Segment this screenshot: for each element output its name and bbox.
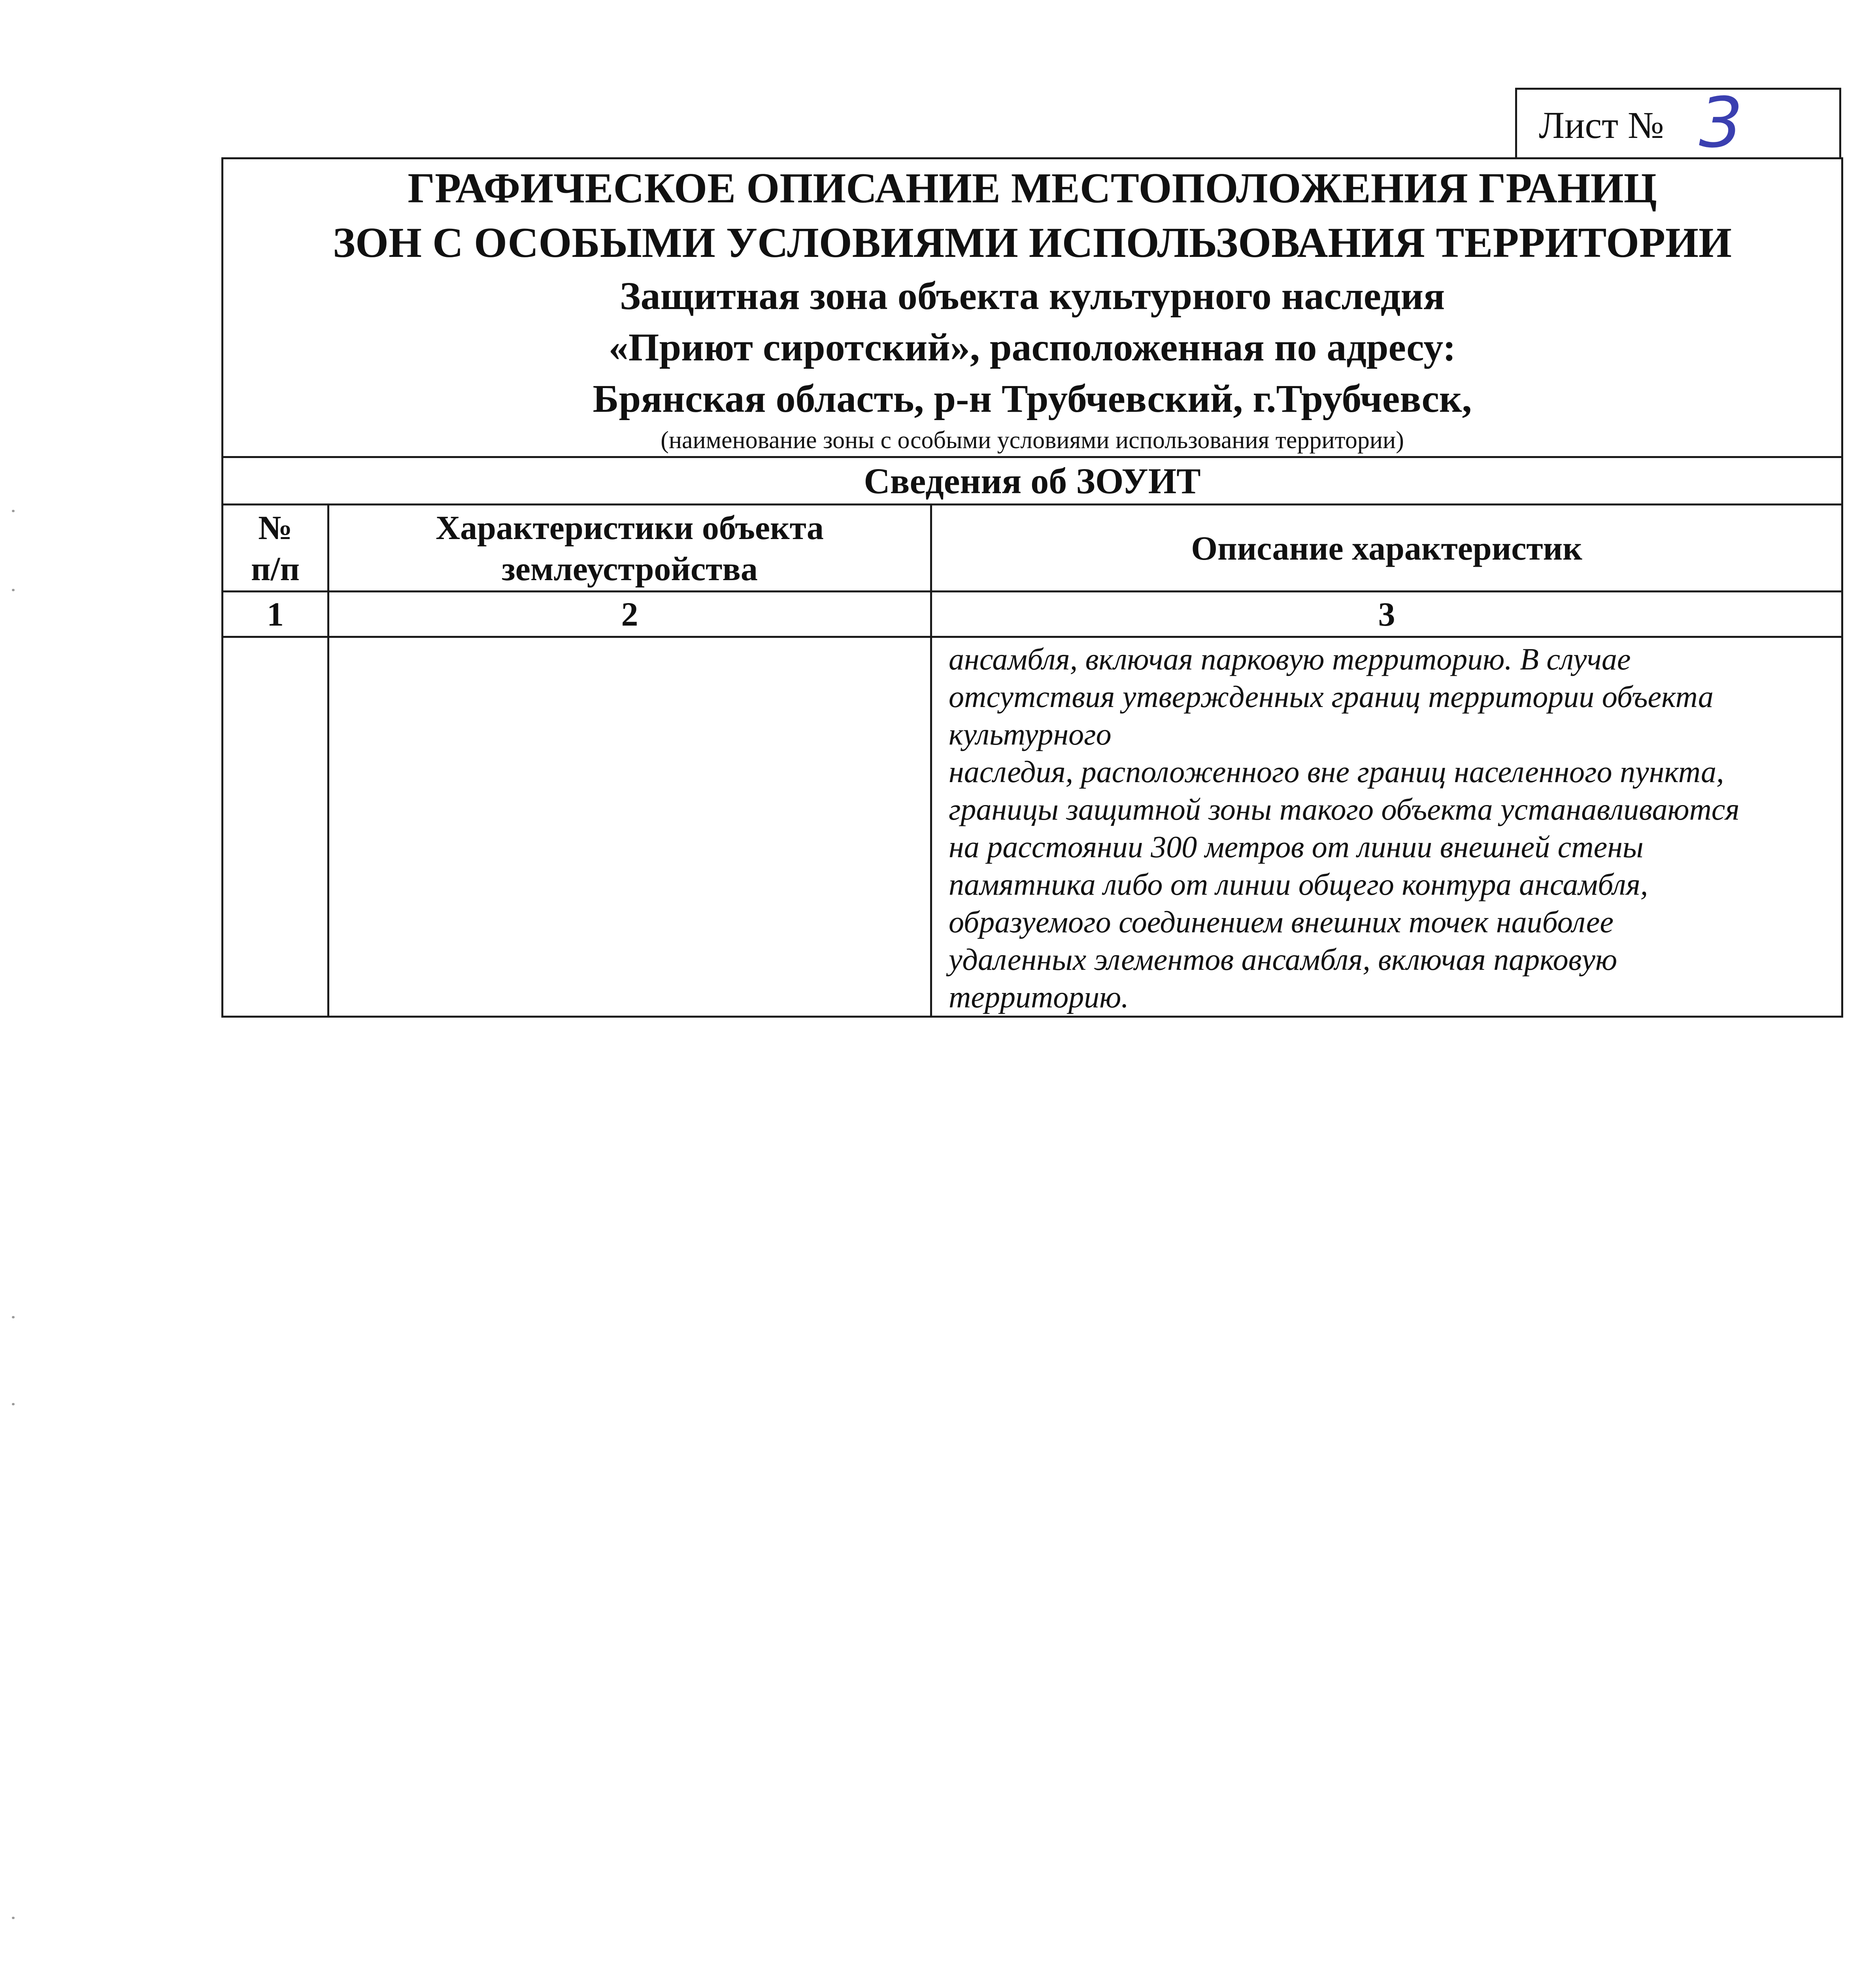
header-characteristics: Характеристики объекта землеустройства bbox=[328, 505, 931, 592]
scan-speck bbox=[12, 1917, 15, 1919]
zone-name-caption: (наименование зоны с особыми условиями использования территории) bbox=[661, 427, 1404, 454]
table-row bbox=[223, 637, 1842, 1017]
scan-speck bbox=[12, 510, 15, 512]
row-description-cell bbox=[931, 637, 1842, 1017]
section-heading: Сведения об ЗОУИТ bbox=[223, 457, 1842, 505]
column-number-2: 2 bbox=[328, 592, 931, 637]
description-text: ансамбля, включая парковую территорию. В случае отсутствия утвержденных границ территории объекта культурного наследия, расположенного вне границ населенного пункта, границы защитной зоны такого объекта устанавливаются на расстоянии 300 метров от линии внешней стены памятника либо от линии общего контура ансамбля, образуемого соединением внешних точек наиболее удаленных элементов ансамбля, включая парковую территорию. bbox=[949, 642, 1740, 1014]
header-description: Описание характеристик bbox=[931, 505, 1842, 592]
title-row bbox=[223, 158, 1842, 457]
handwritten-sheet-number: 3 bbox=[1699, 83, 1743, 163]
document-title-line-2: ЗОН С ОСОБЫМИ УСЛОВИЯМИ ИСПОЛЬЗОВАНИЯ ТЕРРИТОРИИ bbox=[333, 219, 1732, 266]
sheet-label: Лист № bbox=[1539, 104, 1664, 146]
sheet-number-box bbox=[1515, 83, 1841, 163]
header-number: № п/п bbox=[223, 505, 328, 592]
zone-name-line-1: Защитная зона объекта культурного наследия bbox=[619, 274, 1445, 318]
zone-name-line-3: Брянская область, р-н Трубчевский, г.Трубчевск, bbox=[593, 377, 1472, 420]
row-characteristics-cell bbox=[328, 637, 931, 1017]
row-number-cell bbox=[223, 637, 328, 1017]
scan-speck bbox=[12, 589, 15, 591]
document-title-line-1: ГРАФИЧЕСКОЕ ОПИСАНИЕ МЕСТОПОЛОЖЕНИЯ ГРАНИЦ bbox=[408, 165, 1657, 212]
scan-speck bbox=[12, 1403, 15, 1405]
title-cell bbox=[223, 158, 1842, 457]
column-number-3: 3 bbox=[931, 592, 1842, 637]
column-number-1: 1 bbox=[223, 592, 328, 637]
header-row bbox=[223, 505, 1842, 592]
section-row bbox=[223, 457, 1842, 505]
zone-description-table bbox=[221, 157, 1843, 1018]
scan-speck bbox=[12, 1316, 15, 1318]
column-number-row bbox=[223, 592, 1842, 637]
zone-name-line-2: «Приют сиротский», расположенная по адресу: bbox=[608, 325, 1456, 369]
